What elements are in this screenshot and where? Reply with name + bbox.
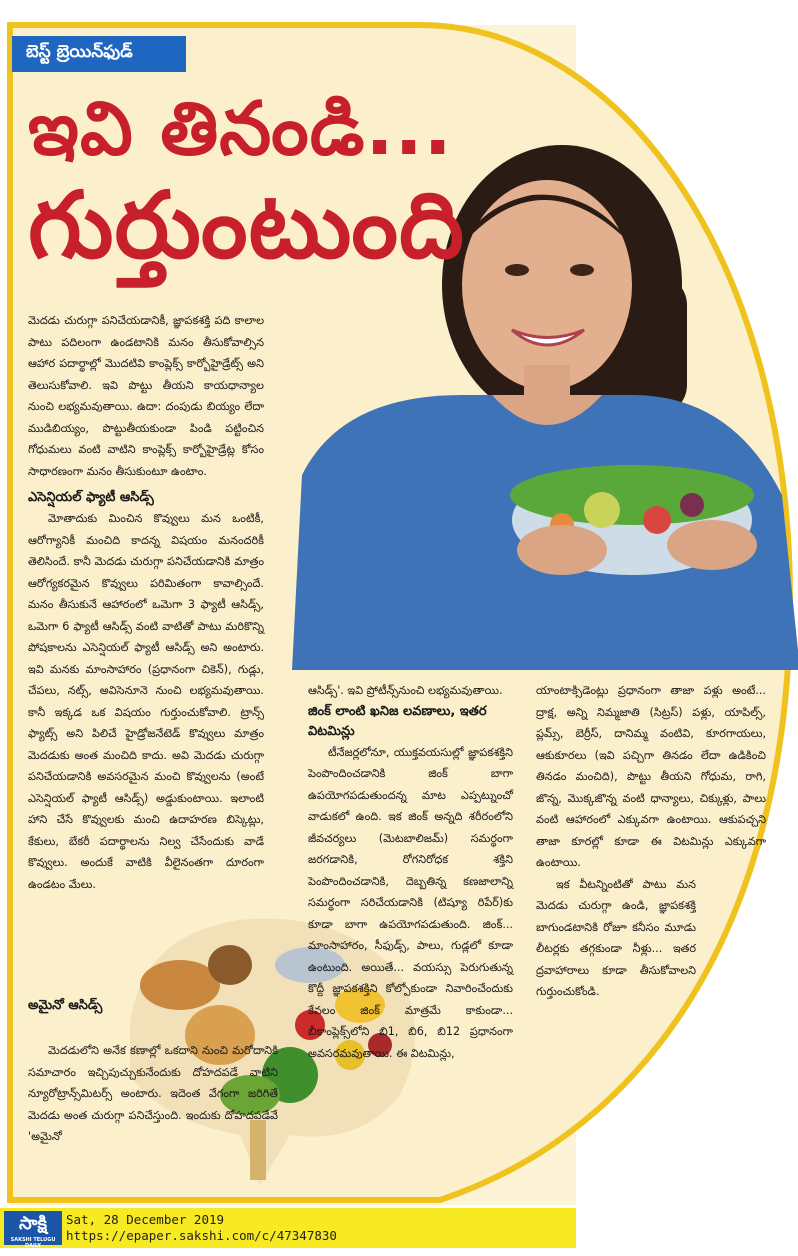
- amino-acids-paragraph: మెదడులోని అనేక కణాల్లో ఒకదాని నుంచి మరోదానికి సమాచారం ఇచ్చిపుచ్చుకునేందుకు దోహదపడే వాటిని న్యూరోట్రాన్స్‌మిటర్స్ అంటారు. ఇదెంత వేగంగా జరిగితే మెదడు అంత చురుగ్గా పనిచేస్తుంది. ఇందుకు దోహదపడేవే 'అమైనో: [28, 1044, 278, 1143]
- headline-line1: ఇవి తినండి...: [28, 86, 453, 172]
- water-paragraph: ఇక వీటన్నింటితో పాటు మన మెదడు చురుగ్గా ఉండి, జ్ఞాపకశక్తి బాగుండటానికి రోజూ కనీసం మూడు లీటర్లకు తగ్గకుండా నీళ్లు... ఇతర ద్రవాహారాలు కూడా తీసుకోవాలని గుర్తుంచుకోండి.: [536, 877, 696, 998]
- headline-line2: గుర్తుంటుంది: [28, 172, 465, 279]
- antioxidants-paragraph: యాంటాక్సిడెంట్లు ప్రధానంగా తాజా పళ్లు అంటే... ద్రాక్ష, అన్ని నిమ్మజాతి (సిట్రస్) పళ్లు, యాపిల్స్, ప్లమ్స్, బెర్రీస్, దానిమ్మ వంటివి, కూరగాయలు, ఆకుకూరలు (ఇవి పచ్చిగా తినడం లేదా ఉడికించి తినడం మంచిది), పొట్టు తీయని గోధుమ, రాగి, జొన్న, మొక్కజొన్న వంటి ధాన్యాలు, చిక్కుళ్లు, పాలు వంటి ఆహారంలో ఎక్కువగా ఉంటాయి. ఆకుపచ్చని తాజా కూరల్లో కూడా ఈ విటమిన్లు ఎక్కువగా ఉంటాయి.: [536, 684, 766, 869]
- column-1-lower: [28, 996, 178, 1016]
- column-1: [28, 310, 264, 895]
- column-2: [308, 680, 513, 1064]
- footer-meta: [66, 1212, 337, 1244]
- subheading-fatty-acids: ఎసెన్షియల్ ఫ్యాటీ ఆసిడ్స్: [28, 490, 154, 505]
- subheading-zinc: జింక్ లాంటి ఖనిజ లవణాలు, ఇతర విటమిన్లు: [308, 703, 487, 739]
- column-3: [536, 680, 766, 1003]
- sakshi-logo: [4, 1211, 62, 1249]
- section-tag: బెస్ట్ బ్రెయిన్‌ఫుడ్: [12, 36, 186, 72]
- subheading-amino-acids: అమైనో ఆసిడ్స్: [28, 998, 103, 1013]
- proteins-line: ఆసిడ్స్'. ఇవి ప్రోటీన్స్‌నుంచి లభ్యమవుతాయి.: [308, 684, 503, 697]
- fatty-acids-paragraph: మోతాదుకు మించిన కొవ్వులు మన ఒంటికీ, ఆరోగ్యానికీ మంచిది కాదన్న విషయం మనందరికీ తెలిసిందే. కానీ మెదడు చురుగ్గా పనిచేయడానికి మాత్రం ఆరోగ్యకరమైన కొవ్వులు పరిమితంగా కావాల్సిందే. మనం తీసుకునే ఆహారంలో ఒమెగా 3 ఫ్యాటీ ఆసిడ్స్, ఒమెగా 6 ఫ్యాటీ ఆసిడ్స్ వంటి వాటితో పాటు మరికొన్ని పోషకాలను ఎసెన్షియల్ ఫ్యాటీ ఆసిడ్స్ అని అంటారు. ఇవి మనకు మాంసాహారం (ప్రధానంగా చికెన్), గుడ్లు, చేపలు, నట్స్, అవిసెనూనె నుంచి లభ్యమవుతాయి. కానీ ఇక్కడ ఒక విషయం గుర్తుంచుకోవాలి. ట్రాన్స్ ఫ్యాట్స్ అని పిలిచే హైడ్రోజనేటెడ్ కొవ్వులు మాత్రం మెదడుకు అంత మంచిది కాదు. అవి మెదడు చురుగ్గా పనిచేయడానికి అవసరమైన మంచి కొవ్వులను (అంటే ఎసెన్షియల్ ఫ్యాటీ ఆసిడ్స్) అడ్డుకుంటాయి. ఇలాంటి హాని చేసే కొవ్వులకు మంచి ఉదాహరణ బిస్కెట్లు, కేకులు, బేకరీ పదార్థాలను నిల్వ చేసేందుకు వాడే కొవ్వులు. అందుకే వాటికి వీలైనంతగా దూరంగా ఉండటం మేలు.: [28, 512, 264, 891]
- intro-paragraph: మెదడు చురుగ్గా పనిచేయడానికీ, జ్ఞాపకశక్తి పది కాలాల పాటు పదిలంగా ఉండటానికి మనం తీసుకోవాల్సిన ఆహార పదార్థాల్లో మొదటివి కాంప్లెక్స్ కార్బోహైడ్రేట్స్ అని తెలుసుకోవాలి. ఇవి పొట్టు తీయని కాయధాన్యాల నుంచి లభ్యమవుతాయి. ఉదా: దంపుడు బియ్యం లేదా ముడిబియ్యం, పొట్టుతీయకుండా పిండి పట్టించిన గోధుమలు వంటి వాటిని కాంప్లెక్స్ కార్బోహైడ్రేట్ల కోసం సాధారణంగా మనం తీసుకుంటూ ఉంటాం.: [28, 314, 264, 478]
- amino-paragraph-block: [28, 1040, 278, 1148]
- logo-subtext: SAKSHI TELUGU DAILY: [10, 1237, 56, 1249]
- zinc-paragraph: టీనేజర్లలోనూ, యుక్తవయసుల్లో జ్ఞాపకశక్తిని పెంపొందించడానికి జింక్ బాగా ఉపయోగపడుతుందన్న మాట ఎప్పట్నుంచో వాడుకలో ఉంది. ఇక జింక్ అన్నది శరీరంలోని జీవచర్యలు (మెటబాలిజమ్) సమర్థంగా జరగడానికి, రోగనిరోధక శక్తిని పెంపొందించడానికి, దెబ్బతిన్న కణజాలాన్ని సమర్థంగా సరిచేయడానికి (టిష్యూ రిపేర్)కు కూడా బాగా ఉపయోగపడుతుంది. జింక్... మాంసాహారం, సీఫుడ్స్, పాలు, గుడ్లలో కూడా ఉంటుంది. అయితే... వయస్సు పెరుగుతున్న కొద్దీ జ్ఞాపకశక్తిని కోల్పోకుండా నివారించేందుకు కేవలం జింక్ మాత్రమే కాకుండా... బీకాంప్లెక్స్‌లోని బి1, బి6, బి12 ప్రధానంగా అవసరమవుతాయి. ఈ విటమిన్లు,: [308, 745, 513, 1060]
- logo-text: సాక్షి: [19, 1213, 47, 1234]
- edition-date: Sat, 28 December 2019: [66, 1212, 225, 1227]
- epaper-url[interactable]: https://epaper.sakshi.com/c/47347830: [66, 1228, 337, 1243]
